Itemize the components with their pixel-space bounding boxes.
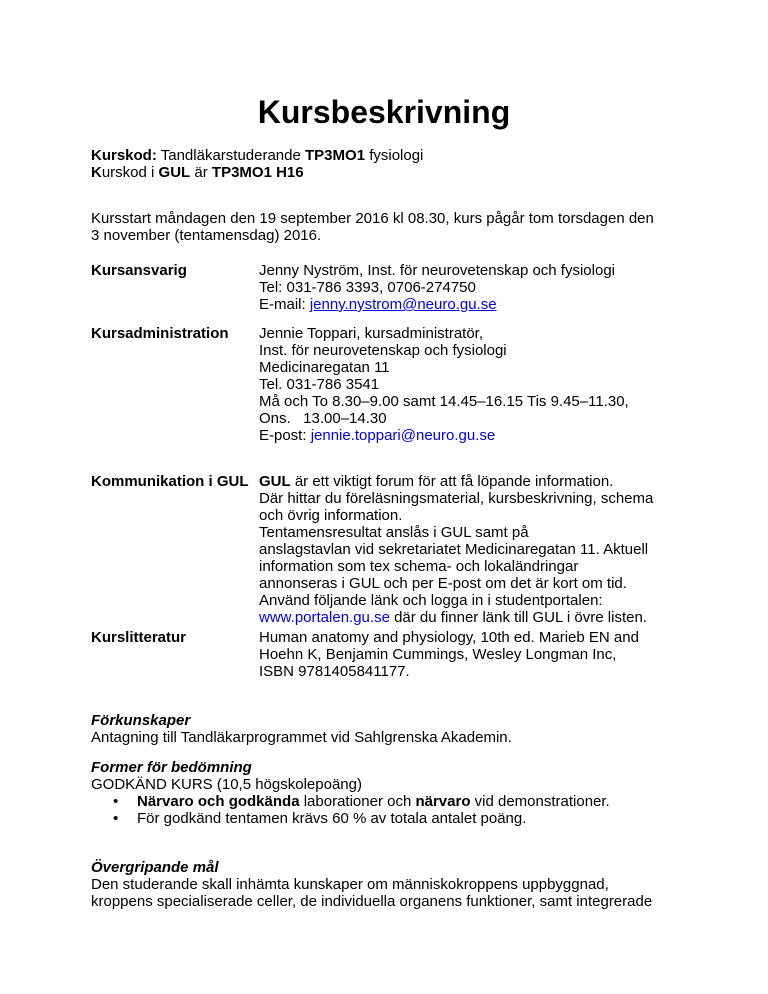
page-title: Kursbeskrivning — [257, 94, 511, 130]
kursadmin-details: Jennie Toppari, kursadministratör, Inst. för neurovetenskap och fysiologi Medicinaregatan 11 Tel. 031-786 3541 Må och To 8.30–9.00 samt 14.45–16.15 Tis 9.45–11.30, Ons. 13.00–14.30 E-post: jennie.toppari@neuro.gu.se — [259, 325, 629, 444]
course-code-label: Kurskod: — [91, 147, 157, 164]
kursadmin-email-link[interactable]: jennie.toppari@neuro.gu.se — [310, 427, 496, 444]
kursansvarig-email-link[interactable]: jenny.nystrom@neuro.gu.se — [309, 296, 497, 313]
kommunikation-details: GUL är ett viktigt forum för att få löpande information. Där hittar du föreläsningsmaterial, kursbeskrivning, schema och övrig information. Tentamensresultat anslås i GUL samt på anslagstavlan vid sekretariatet Medicinaregatan 11. Aktuell information som tex schema- och lokaländringar annonseras i GUL och per E-post om det är kort om tid. Använd följande länk och logga in i studentportalen: www.portalen.gu.se där du finner länk till GUL i övre listen. — [259, 473, 654, 626]
course-start-text: Kursstart måndagen den 19 september 2016 kl 08.30, kurs pågår tom torsdagen den 3 november (tentamensdag) 2016. — [91, 210, 654, 244]
mal-section: Övergripande mål Den studerande skall inhämta kunskaper om människokroppens uppbyggnad, kroppens specialiserade celler, de individuella organens funktioner, samt integrerade — [91, 859, 653, 910]
portalen-link[interactable]: www.portalen.gu.se — [259, 609, 390, 626]
kurslitteratur-label: Kurslitteratur — [91, 629, 187, 646]
bedomning-list — [113, 793, 711, 827]
gul-code-line: Kurskod i GUL är TP3MO1 H16 — [91, 164, 304, 181]
list-item: • För godkänd tentamen krävs 60 % av totala antalet poäng. — [113, 810, 711, 827]
forkunskaper-heading: Förkunskaper — [91, 712, 191, 729]
course-code-line: Kurskod: Tandläkarstuderande TP3MO1 fysiologi — [91, 147, 424, 164]
kommunikation-label: Kommunikation i GUL — [91, 473, 249, 490]
list-item: • Närvaro och godkända laborationer och närvaro vid demonstrationer. — [113, 793, 711, 810]
kurslitteratur-details: Human anatomy and physiology, 10th ed. Marieb EN and Hoehn K, Benjamin Cummings, Wesley Longman Inc, ISBN 9781405841177. — [259, 629, 639, 680]
bedomning-heading: Former för bedömning — [91, 759, 252, 776]
kursansvarig-label: Kursansvarig — [91, 262, 187, 279]
kursansvarig-details: Jenny Nyström, Inst. för neurovetenskap och fysiologi Tel: 031-786 3393, 0706-274750 E-mail: jenny.nystrom@neuro.gu.se — [259, 262, 616, 313]
bedomning-section: Former för bedömning GODKÄND KURS (10,5 högskolepoäng) • Närvaro och godkända laborationer och närvaro vid demonstrationer. • För godkänd tentamen krävs 60 % av totala antalet poäng. — [91, 759, 711, 827]
mal-heading: Övergripande mål — [91, 859, 219, 876]
kursadmin-label: Kursadministration — [91, 325, 229, 342]
forkunskaper-section: Förkunskaper Antagning till Tandläkarprogrammet vid Sahlgrenska Akademin. — [91, 712, 512, 746]
